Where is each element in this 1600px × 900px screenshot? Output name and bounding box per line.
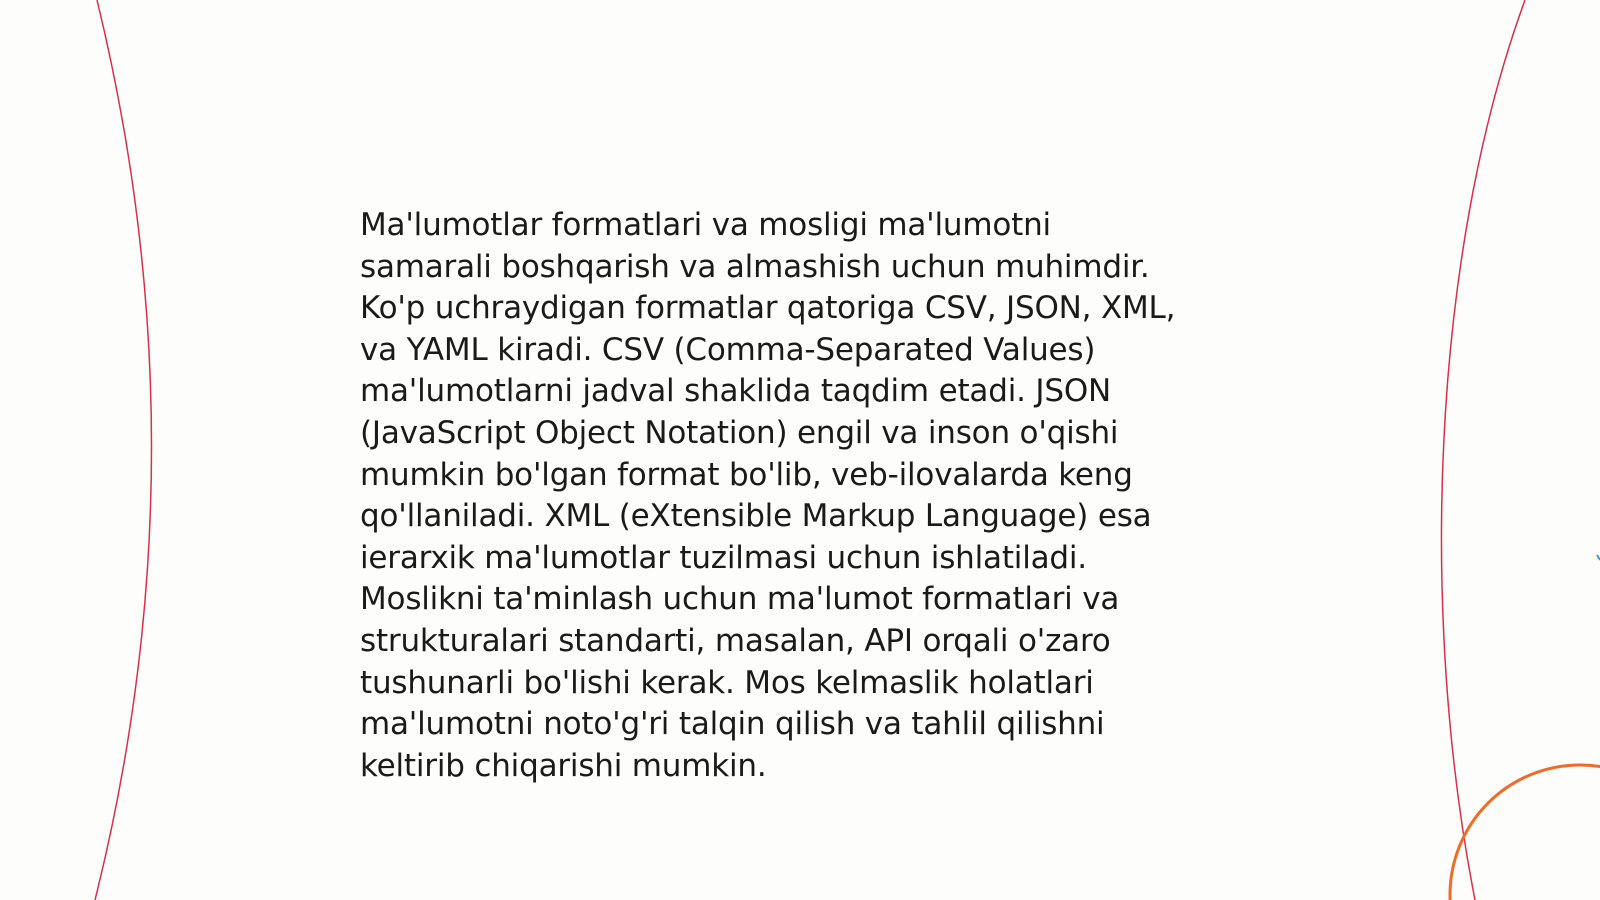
paragraph-line: ma'lumotlarni jadval shaklida taqdim etadi. JSON	[360, 373, 1112, 410]
paragraph-line: samarali boshqarish va almashish uchun muhimdir.	[360, 248, 1150, 285]
paragraph-line: Moslikni ta'minlash uchun ma'lumot formatlari va	[360, 581, 1120, 618]
paragraph-line: Ko'p uchraydigan formatlar qatoriga CSV, JSON, XML,	[360, 290, 1176, 327]
paragraph-line: strukturalari standarti, masalan, API orqali o'zaro	[360, 622, 1111, 659]
paragraph-line: qo'llaniladi. XML (eXtensible Markup Language) esa	[360, 498, 1152, 535]
paragraph-line: ma'lumotni noto'g'ri talqin qilish va tahlil qilishni	[360, 706, 1105, 743]
right-curve-line	[1441, 0, 1525, 900]
paragraph-line: (JavaScript Object Notation) engil va inson o'qishi	[360, 414, 1119, 451]
paragraph-line: va YAML kiradi. CSV (Comma-Separated Values)	[360, 331, 1096, 368]
orange-circle-outline	[1450, 765, 1600, 900]
paragraph-line: keltirib chiqarishi mumkin.	[360, 747, 767, 784]
body-paragraph	[360, 205, 1240, 787]
paragraph-line: Ma'lumotlar formatlari va mosligi ma'lumotni	[360, 207, 1051, 243]
paragraph-line: ierarxik ma'lumotlar tuzilmasi uchun ishlatiladi.	[360, 539, 1087, 576]
paragraph-line: mumkin bo'lgan format bo'lib, veb-ilovalarda keng	[360, 456, 1133, 493]
left-curve-line	[95, 0, 152, 900]
paragraph-line: tushunarli bo'lishi kerak. Mos kelmaslik holatlari	[360, 664, 1094, 701]
